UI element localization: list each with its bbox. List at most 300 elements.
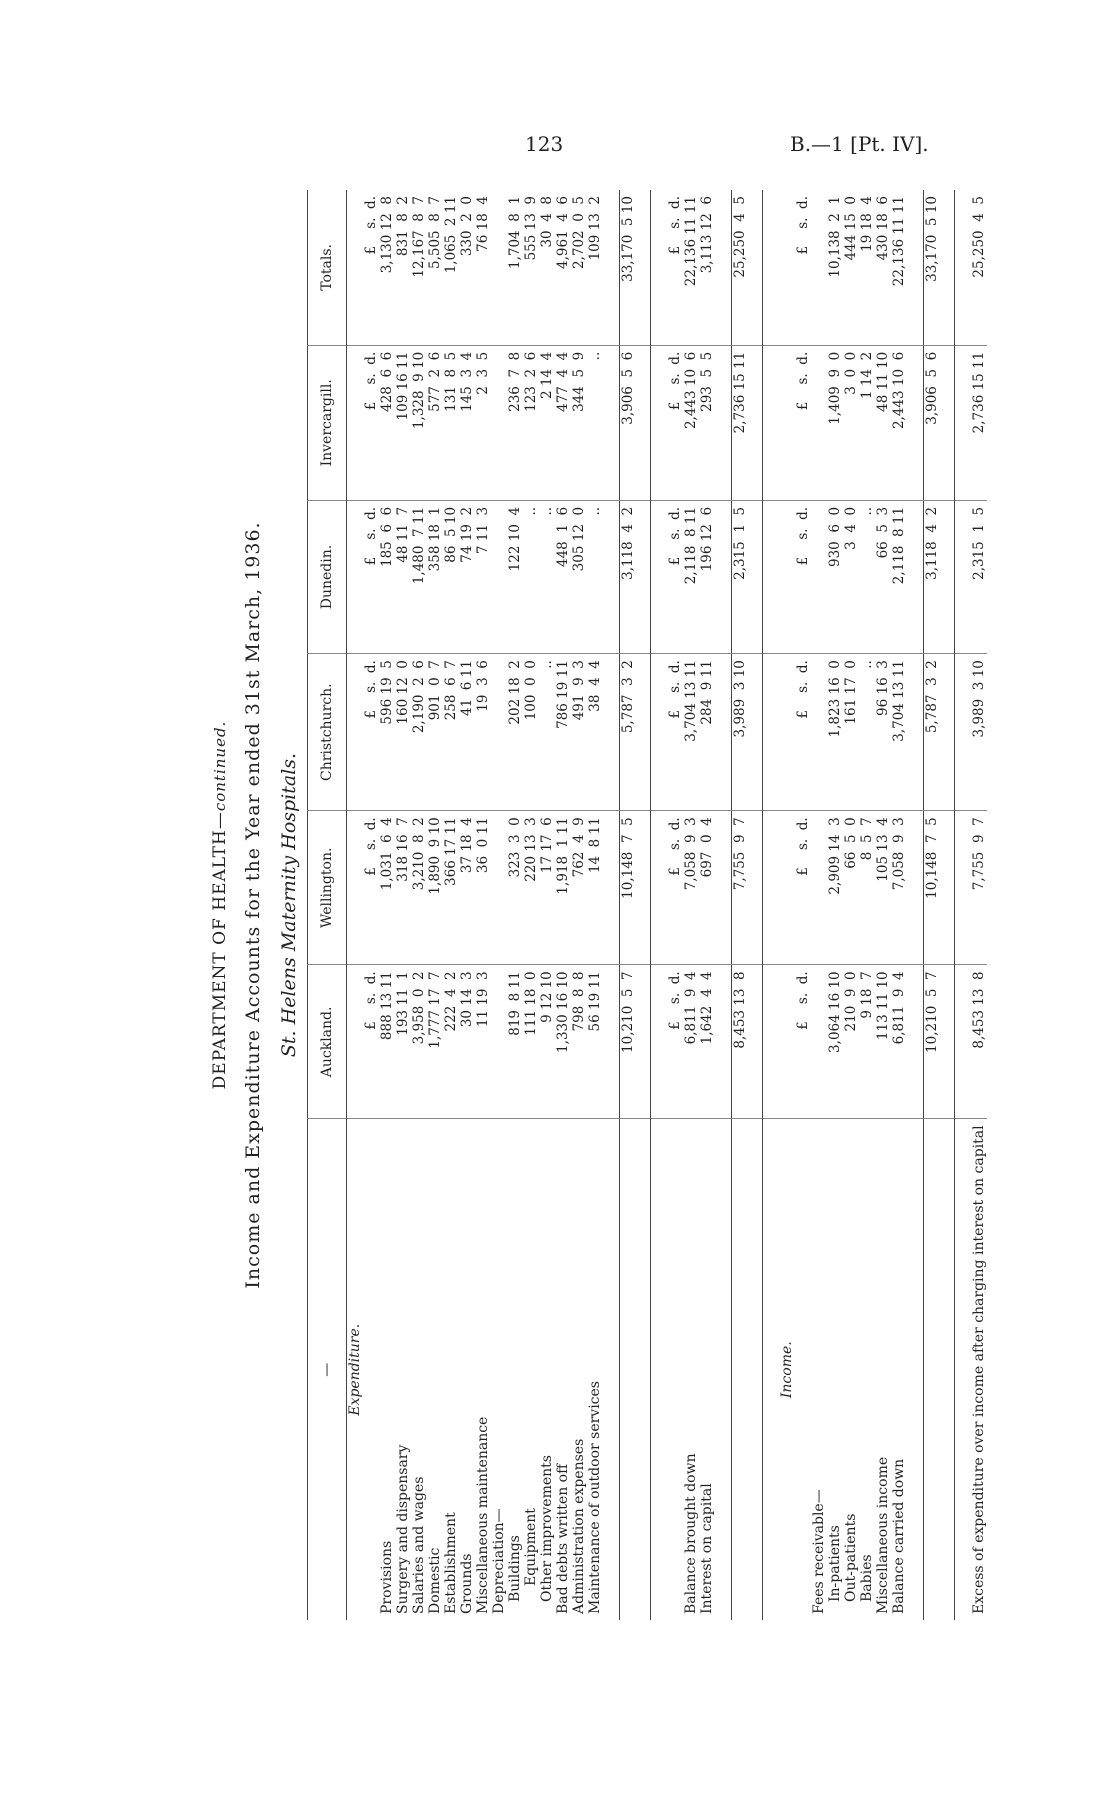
value-cell	[907, 811, 924, 965]
value-cell: 10,148 7 5	[620, 811, 651, 965]
value-cell: 2 3 5	[475, 345, 491, 500]
value-cell: 305 12 0	[571, 500, 587, 653]
value-cell: 3,989 3 10	[971, 654, 987, 811]
column-header-dunedin: Dunedin.	[308, 500, 347, 653]
value-cell: 109 16 11	[395, 345, 411, 500]
value-cell	[811, 500, 827, 653]
value-cell: 145 3 4	[459, 345, 475, 500]
value-cell	[955, 345, 972, 500]
value-cell: 3,906 5 6	[924, 345, 955, 500]
value-cell	[603, 965, 620, 1119]
balance-row	[699, 190, 715, 1620]
value-cell	[763, 811, 780, 965]
value-cell: 74 19 2	[459, 500, 475, 653]
value-cell	[715, 811, 732, 965]
value-cell: 819 8 11	[507, 965, 523, 1119]
value-cell: 236 7 8	[507, 345, 523, 500]
expenditure-row	[523, 190, 539, 1620]
value-cell: 109 13 2	[587, 196, 603, 261]
value-cell	[955, 190, 972, 345]
value-cell: 428 6 6	[379, 345, 395, 500]
value-cell	[491, 811, 507, 965]
value-cell: 762 4 9	[571, 811, 587, 965]
row-label: Administration expenses	[571, 1119, 587, 1620]
value-cell: 10,210 5 7	[924, 965, 955, 1119]
value-cell: 798 8 8	[571, 965, 587, 1119]
value-cell: 19 18 4	[859, 196, 875, 252]
row-label: Fees receivable—	[811, 1119, 827, 1620]
hospital-subheading: St. Helens Maternity Hospitals.	[278, 752, 300, 1058]
row-label: In-patients	[827, 1119, 843, 1620]
value-cell: 7,058 9 3	[891, 811, 907, 965]
value-cell: 1,480 7 11	[411, 500, 427, 653]
value-cell: 293 5 5	[699, 345, 715, 500]
value-cell: 17 17 6	[539, 811, 555, 965]
value-cell: 76 18 4	[475, 196, 491, 252]
income-row	[843, 190, 859, 1620]
value-cell	[779, 654, 795, 811]
value-cell	[491, 654, 507, 811]
row-label: Surgery and dispensary	[395, 1119, 411, 1620]
row-label: Domestic	[427, 1119, 443, 1620]
expenditure-row	[427, 190, 443, 1620]
value-cell: 444 15 0	[843, 196, 859, 261]
value-cell: 220 13 3	[523, 811, 539, 965]
table-body	[347, 190, 988, 1620]
value-cell: 10,210 5 7	[620, 965, 651, 1119]
value-cell	[651, 345, 668, 500]
row-label: Miscellaneous income	[875, 1119, 891, 1620]
balance-total-row	[732, 190, 763, 1620]
value-cell: 222 4 2	[443, 965, 459, 1119]
row-label	[667, 1119, 683, 1620]
value-cell: ..	[523, 500, 539, 653]
row-label: Buildings	[507, 1119, 523, 1620]
value-cell: 555 13 9	[523, 196, 539, 261]
value-cell: 105 13 4	[875, 811, 891, 965]
value-cell: 2,909 14 3	[827, 811, 843, 965]
value-cell: £ s. d.	[363, 811, 379, 965]
value-cell: 1,330 16 10	[555, 965, 571, 1119]
value-cell: £ s. d.	[795, 345, 811, 500]
value-cell: £ s. d.	[363, 345, 379, 500]
value-cell: ..	[859, 500, 875, 653]
value-cell: £ s. d.	[667, 965, 683, 1119]
value-cell: 3,906 5 6	[620, 345, 651, 500]
value-cell	[603, 811, 620, 965]
row-label: Grounds	[459, 1119, 475, 1620]
column-header-label: —	[308, 1119, 347, 1620]
value-cell	[763, 654, 780, 811]
value-cell	[347, 811, 364, 965]
value-cell: ..	[587, 500, 603, 653]
row-label: Depreciation—	[491, 1119, 507, 1620]
value-cell	[347, 500, 364, 653]
value-cell	[491, 345, 507, 500]
value-cell: 66 5 3	[875, 500, 891, 653]
value-cell: £ s. d.	[667, 654, 683, 811]
accounts-heading: Income and Expenditure Accounts for the Year ended 31st March, 1936.	[242, 521, 264, 1289]
value-cell	[603, 500, 620, 653]
department-title	[205, 190, 235, 1620]
value-cell: 344 5 9	[571, 345, 587, 500]
value-cell: 323 3 0	[507, 811, 523, 965]
value-cell: 30 14 3	[459, 965, 475, 1119]
accounts-table	[307, 190, 987, 1620]
value-cell	[811, 654, 827, 811]
row-label: Interest on capital	[699, 1119, 715, 1620]
value-cell	[763, 500, 780, 653]
row-label	[620, 1119, 651, 1620]
value-cell: 33,170 5 10	[620, 190, 651, 345]
value-cell: 14 8 11	[587, 811, 603, 965]
department-name: DEPARTMENT OF HEALTH—	[210, 811, 230, 1090]
value-cell: 7,058 9 3	[683, 811, 699, 965]
value-cell: 8,453 13 8	[732, 965, 763, 1119]
value-cell: 1,918 1 11	[555, 811, 571, 965]
value-cell: 8,453 13 8	[971, 965, 987, 1119]
value-cell: 930 6 0	[827, 500, 843, 653]
value-cell: 330 2 0	[459, 196, 475, 257]
value-cell: £ s. d.	[667, 196, 683, 255]
balance-row	[683, 190, 699, 1620]
value-cell: 1 14 2	[859, 345, 875, 500]
value-cell: £ s. d.	[795, 811, 811, 965]
value-cell	[763, 965, 780, 1119]
value-cell	[651, 190, 668, 345]
value-cell: 1,704 8 1	[507, 196, 523, 269]
value-cell: 366 17 11	[443, 811, 459, 965]
row-label	[955, 1119, 972, 1620]
value-cell: 36 0 11	[475, 811, 491, 965]
column-header-christchurch: Christchurch.	[308, 654, 347, 811]
value-cell: £ s. d.	[667, 811, 683, 965]
value-cell: 2,736 15 11	[732, 345, 763, 500]
row-label	[363, 1119, 379, 1620]
row-label: Maintenance of outdoor services	[587, 1119, 603, 1620]
expenditure-row	[491, 190, 507, 1620]
value-cell: 193 11 1	[395, 965, 411, 1119]
value-cell: 185 6 6	[379, 500, 395, 653]
spacer-row	[763, 190, 780, 1620]
value-cell: £ s. d.	[795, 965, 811, 1119]
column-header-auckland: Auckland.	[308, 965, 347, 1119]
value-cell	[491, 190, 507, 345]
value-cell	[347, 190, 364, 345]
value-cell	[651, 654, 668, 811]
value-cell: 4,961 4 6	[555, 196, 571, 269]
value-cell: 5,787 3 2	[620, 654, 651, 811]
value-cell: £ s. d.	[667, 345, 683, 500]
value-cell: ..	[859, 654, 875, 811]
income-row	[827, 190, 843, 1620]
value-cell	[779, 500, 795, 653]
value-cell	[715, 965, 732, 1119]
row-label: Equipment	[523, 1119, 539, 1620]
value-cell: 10,148 7 5	[924, 811, 955, 965]
value-cell: 2,315 1 5	[971, 500, 987, 653]
row-label: Salaries and wages	[411, 1119, 427, 1620]
value-cell: 1,031 6 4	[379, 811, 395, 965]
value-cell	[811, 345, 827, 500]
value-cell: ..	[539, 500, 555, 653]
value-cell: 33,170 5 10	[924, 190, 955, 345]
value-cell: 2,190 2 6	[411, 654, 427, 811]
value-cell	[907, 500, 924, 653]
value-cell: 6,811 9 4	[891, 965, 907, 1119]
expenditure-row	[555, 190, 571, 1620]
value-cell: 2,118 8 11	[683, 500, 699, 653]
value-cell: 5,505 8 7	[427, 196, 443, 269]
value-cell: 30 4 8	[539, 196, 555, 248]
value-cell: 3,118 4 2	[620, 500, 651, 653]
value-cell: 2,118 8 11	[891, 500, 907, 653]
income-row	[891, 190, 907, 1620]
value-cell: 210 9 0	[843, 965, 859, 1119]
value-cell: £ s. d.	[363, 500, 379, 653]
value-cell: 9 12 10	[539, 965, 555, 1119]
row-label: Establishment	[443, 1119, 459, 1620]
value-cell	[603, 345, 620, 500]
value-cell: 901 0 7	[427, 654, 443, 811]
spacer-row	[603, 190, 620, 1620]
document-reference: B.—1 [Pt. IV].	[790, 132, 929, 156]
value-cell: 10,138 2 1	[827, 196, 843, 278]
value-cell	[603, 190, 620, 345]
value-cell: 3,130 12 8	[379, 196, 395, 274]
value-cell: 3,989 3 10	[732, 654, 763, 811]
expenditure-row	[571, 190, 587, 1620]
units-row	[667, 190, 683, 1620]
income-section-label	[779, 190, 795, 1620]
value-cell: 3,210 8 2	[411, 811, 427, 965]
value-cell: 123 2 6	[523, 345, 539, 500]
row-label: Bad debts written off	[555, 1119, 571, 1620]
value-cell: 3 4 0	[843, 500, 859, 653]
value-cell: 1,065 2 11	[443, 196, 459, 274]
value-cell	[715, 654, 732, 811]
value-cell: 318 16 7	[395, 811, 411, 965]
value-cell: 3,113 12 6	[699, 196, 715, 274]
value-cell: 448 1 6	[555, 500, 571, 653]
row-label: Miscellaneous maintenance	[475, 1119, 491, 1620]
value-cell: 202 18 2	[507, 654, 523, 811]
value-cell: 284 9 11	[699, 654, 715, 811]
units-row	[363, 190, 379, 1620]
expenditure-row	[587, 190, 603, 1620]
value-cell: 161 17 0	[843, 654, 859, 811]
value-cell: 37 18 4	[459, 811, 475, 965]
expenditure-row	[507, 190, 523, 1620]
value-cell: 7,755 9 7	[732, 811, 763, 965]
value-cell: 1,642 4 4	[699, 965, 715, 1119]
units-row	[795, 190, 811, 1620]
title-block	[205, 190, 307, 1620]
value-cell: ..	[587, 345, 603, 500]
value-cell: 786 19 11	[555, 654, 571, 811]
value-cell: 596 19 5	[379, 654, 395, 811]
value-cell: 86 5 10	[443, 500, 459, 653]
value-cell: 5,787 3 2	[924, 654, 955, 811]
value-cell: 25,250 4 5	[732, 190, 763, 345]
value-cell	[491, 965, 507, 1119]
value-cell: £ s. d.	[363, 196, 379, 255]
value-cell: 258 6 7	[443, 654, 459, 811]
row-label: Other improvements	[539, 1119, 555, 1620]
value-cell: 196 12 6	[699, 500, 715, 653]
value-cell	[651, 965, 668, 1119]
excess-row	[971, 190, 987, 1620]
value-cell	[907, 965, 924, 1119]
expenditure-row	[459, 190, 475, 1620]
row-label: Babies	[859, 1119, 875, 1620]
spacer-row	[955, 190, 972, 1620]
row-label: Income.	[779, 1119, 795, 1620]
value-cell: 96 16 3	[875, 654, 891, 811]
row-label	[603, 1119, 620, 1620]
value-cell	[779, 811, 795, 965]
expenditure-row	[475, 190, 491, 1620]
value-cell: 1,328 9 10	[411, 345, 427, 500]
value-cell	[491, 500, 507, 653]
value-cell: £ s. d.	[795, 500, 811, 653]
value-cell	[603, 654, 620, 811]
expenditure-row	[379, 190, 395, 1620]
value-cell: 48 11 7	[395, 500, 411, 653]
column-header-invercargill: Invercargill.	[308, 345, 347, 500]
value-cell: 3,064 16 10	[827, 965, 843, 1119]
value-cell	[955, 654, 972, 811]
value-cell	[955, 811, 972, 965]
row-label	[732, 1119, 763, 1620]
value-cell: 3,958 0 2	[411, 965, 427, 1119]
continued-label: continued.	[211, 720, 229, 812]
row-label: Provisions	[379, 1119, 395, 1620]
value-cell	[955, 965, 972, 1119]
value-cell: 697 0 4	[699, 811, 715, 965]
value-cell	[907, 654, 924, 811]
income-row	[811, 190, 827, 1620]
value-cell	[907, 345, 924, 500]
value-cell: 122 10 4	[507, 500, 523, 653]
value-cell	[811, 190, 827, 345]
value-cell: 56 19 11	[587, 965, 603, 1119]
spacer-row	[651, 190, 668, 1620]
value-cell	[715, 190, 732, 345]
value-cell: £ s. d.	[363, 654, 379, 811]
value-cell	[779, 345, 795, 500]
column-header-totals: Totals.	[308, 190, 347, 345]
value-cell: 491 9 3	[571, 654, 587, 811]
value-cell	[715, 500, 732, 653]
row-label	[763, 1119, 780, 1620]
value-cell: 66 5 0	[843, 811, 859, 965]
income-row	[875, 190, 891, 1620]
value-cell: 2,736 15 11	[971, 345, 987, 500]
value-cell: 12,167 8 7	[411, 196, 427, 278]
value-cell: 3,118 4 2	[924, 500, 955, 653]
value-cell: 100 0 0	[523, 654, 539, 811]
value-cell: 2,315 1 5	[732, 500, 763, 653]
value-cell: 1,777 17 7	[427, 965, 443, 1119]
value-cell	[779, 965, 795, 1119]
value-cell	[763, 345, 780, 500]
value-cell	[347, 654, 364, 811]
expenditure-row	[539, 190, 555, 1620]
rotated-page-content	[205, 190, 987, 1620]
value-cell: 113 11 10	[875, 965, 891, 1119]
value-cell: 11 19 3	[475, 965, 491, 1119]
value-cell: 160 12 0	[395, 654, 411, 811]
value-cell: £ s. d.	[795, 196, 811, 255]
value-cell: 888 13 11	[379, 965, 395, 1119]
expenditure-section-label	[347, 190, 364, 1620]
value-cell	[763, 190, 780, 345]
column-header-wellington: Wellington.	[308, 811, 347, 965]
row-label	[651, 1119, 668, 1620]
value-cell	[811, 965, 827, 1119]
spacer-row	[715, 190, 732, 1620]
value-cell: 41 6 11	[459, 654, 475, 811]
value-cell: 131 8 5	[443, 345, 459, 500]
value-cell: 477 4 4	[555, 345, 571, 500]
value-cell: 831 8 2	[395, 196, 411, 257]
value-cell: 1,890 9 10	[427, 811, 443, 965]
value-cell: 3,704 13 11	[891, 654, 907, 811]
value-cell: 358 18 1	[427, 500, 443, 653]
expenditure-row	[395, 190, 411, 1620]
value-cell: 2 14 4	[539, 345, 555, 500]
value-cell: ..	[539, 654, 555, 811]
value-cell: 22,136 11 11	[891, 196, 907, 287]
value-cell	[347, 965, 364, 1119]
expenditure-row	[411, 190, 427, 1620]
value-cell	[651, 811, 668, 965]
row-label: Out-patients	[843, 1119, 859, 1620]
value-cell: 3,704 13 11	[683, 654, 699, 811]
row-label: Balance carried down	[891, 1119, 907, 1620]
value-cell: 1,823 16 0	[827, 654, 843, 811]
value-cell: £ s. d.	[667, 500, 683, 653]
value-cell: 2,443 10 6	[683, 345, 699, 500]
row-label: Balance brought down	[683, 1119, 699, 1620]
page-number: 123	[525, 132, 564, 156]
value-cell: £ s. d.	[363, 965, 379, 1119]
value-cell	[907, 190, 924, 345]
value-cell: 9 18 7	[859, 965, 875, 1119]
value-cell: 430 18 6	[875, 196, 891, 261]
value-cell: 577 2 6	[427, 345, 443, 500]
value-cell: 7,755 9 7	[971, 811, 987, 965]
value-cell: 25,250 4 5	[971, 196, 987, 278]
value-cell: 19 3 6	[475, 654, 491, 811]
expenditure-row	[443, 190, 459, 1620]
value-cell: 111 18 0	[523, 965, 539, 1119]
row-label	[795, 1119, 811, 1620]
row-label	[924, 1119, 955, 1620]
row-label: Excess of expenditure over income after charging interest on capital	[971, 1119, 987, 1620]
value-cell: £ s. d.	[795, 654, 811, 811]
value-cell: 48 11 10	[875, 345, 891, 500]
value-cell	[651, 500, 668, 653]
value-cell: 2,702 0 5	[571, 196, 587, 269]
value-cell	[347, 345, 364, 500]
value-cell: 38 4 4	[587, 654, 603, 811]
value-cell: 1,409 9 0	[827, 345, 843, 500]
row-label	[907, 1119, 924, 1620]
value-cell: 7 11 3	[475, 500, 491, 653]
value-cell	[779, 190, 795, 345]
